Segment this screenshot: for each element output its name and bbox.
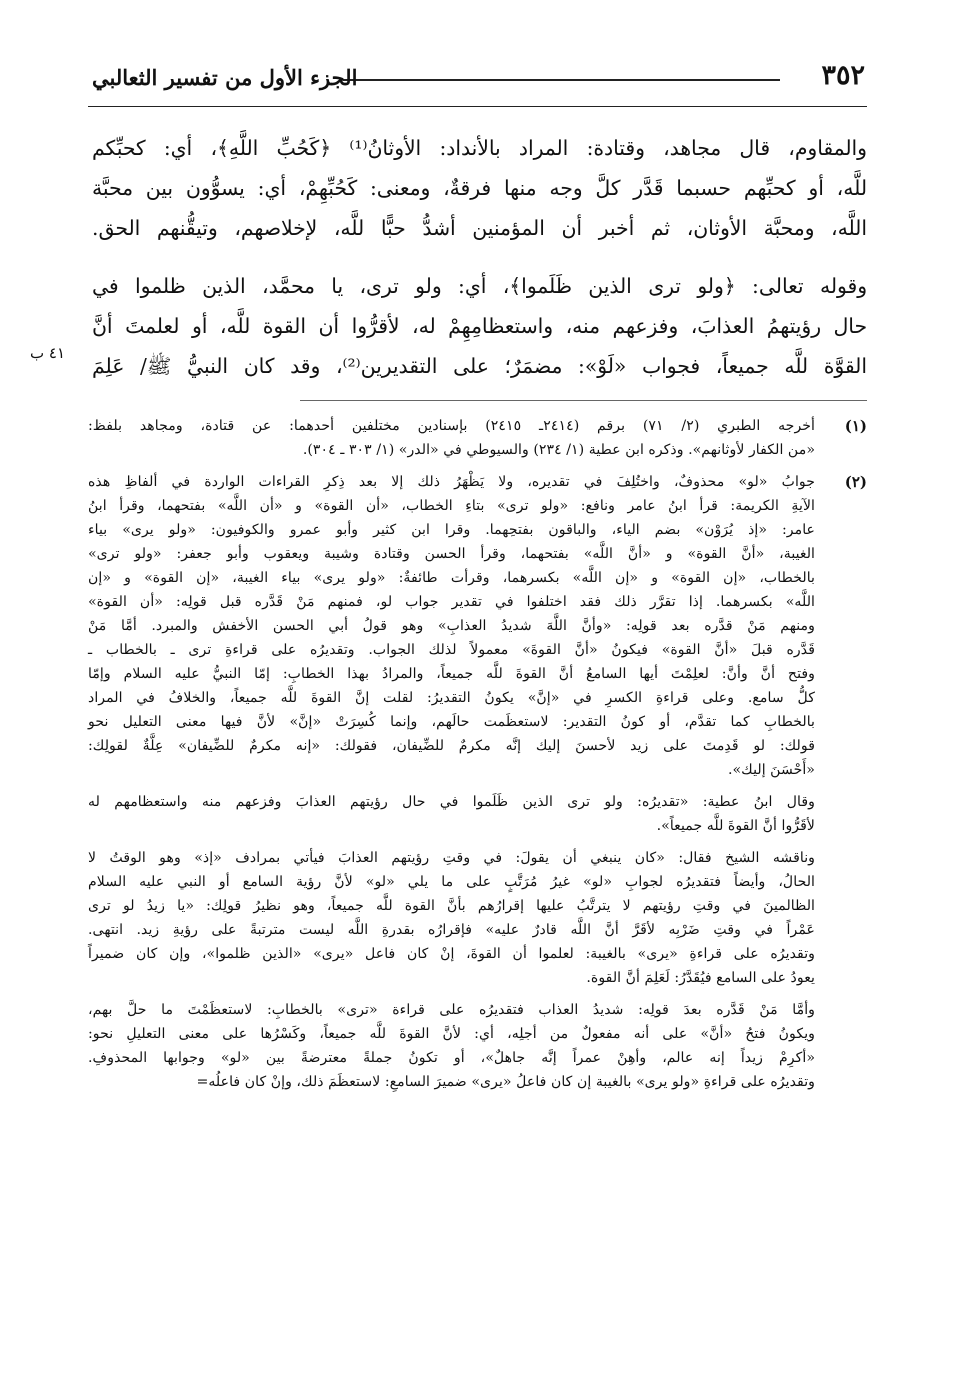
footnote-1 xyxy=(88,414,867,462)
footnote-separator xyxy=(300,400,867,401)
header-rule xyxy=(343,79,780,81)
footnote-line: الحالُ، وأيضاً فتقديرُه لجوابِ «لو» غيرُ مُرَتَّبٍ على ما يلي «لو» لأنَّ رؤية السامع أو النبي عليه السلام xyxy=(88,874,815,890)
footnote-line: الآيةِ الكريمة: قرأ ابنُ عامر ونافع: «ولو ترى» بتاءِ الخطاب، «أن القوة» و «أن اللَّه» بفتحهما، وقرأ ابنُ xyxy=(88,498,815,514)
footnote-2 xyxy=(88,470,867,1094)
footnote-line: ومنهم مَنْ قدَّره بعد قولِه: «وأنَّ اللَّهَ شديدُ العذابِ» وهو قولُ أبي الحسن الأخفش والمبرد. أمَّا مَنْ xyxy=(88,618,815,634)
text-line: اللَّه، ومحبَّة الأوثان، ثم أخبر أن المؤمنين أشدُّ حبًّا للَّه، لإخلاصهم، وتيقُّنهم الحق. xyxy=(92,216,867,240)
text-line: وقوله تعالى: ﴿ولو ترى الذين ظَلَموا﴾، أي: ولو ترى، يا محمَّد، الذين ظلموا في xyxy=(92,274,867,298)
text-line: حال رؤيتهمُ العذابَ، وفزعهم منه، واستعظامِهِمْ له، لأقرُّوا أن القوة للَّه، أو لعلمتَ أنَّ xyxy=(92,314,867,338)
footnote-line: عامر: «إذ يُرَوْن» بضم الياء، والباقون بفتحِهما. وقرا ابن كثير وأبو عمرو والكوفيون: «ولو يرى» بياء xyxy=(88,522,815,538)
footnote-line: «أَحْسَنَ إليك». xyxy=(727,762,815,778)
footnote-line: اللَّه» بكسرهما. إذا تقرَّر ذلك فقد اختلفوا في تقدير جواب لو، فمنهم مَنْ قَدَّره قبل قولِه: «أن القوة» xyxy=(88,594,815,610)
main-paragraph-1 xyxy=(92,128,867,248)
footnote-number: (٢) xyxy=(844,473,867,491)
footnote-line: وفتح أنَّ وأنَّ: لعلِمْتَ أيها السامعُ أنَّ القوةَ للَّه جميعاً، والمرادُ بهذا الخطابِ: إمّا النبيُّ عليه السلام وإمّا xyxy=(88,666,815,682)
footnote-line: ويكونُ فتحُ «أنَّ» على أنه مفعولٌ من أجلِه، أي: لأنَّ القوةَ للَّه جميعاً، وكَسْرُها على معنى التعليلِ نحو: xyxy=(88,1026,815,1042)
footnote-line: أخرجه الطبري (٢/ ٧١) برقم (٢٤١٤ـ ٢٤١٥) بإسنادين مختلفين أحدهما: عن قتادة، ومجاهد بلفظ: xyxy=(88,418,815,434)
footnote-paragraph-end xyxy=(88,438,815,462)
footnote-line: بالخطاب، «إن القوة» و «إن اللَّه» بكسرهما، وقرأت طائفةٌ: «ولو يرى» بياء الغيبة، «إن القوة» و «إن xyxy=(88,570,815,586)
footnote-line: وأمَّا مَنْ قَدَّره بعدَ قولِه: شديدُ العذاب فتقديرُه على قراءة «ترى» بالخطابِ: لاستعظَمْتَ ما حلَّ بهم، xyxy=(88,1002,815,1018)
footnote-line: «من الكفار لأوثانهم». وذكره ابن عطية (١/ ٢٣٤) والسيوطي في «الدر» (١/ ٣٠٣ ـ ٣٠٤). xyxy=(302,442,815,458)
footnote-2-body xyxy=(88,470,815,1094)
footnote-line: قولك: لو قَدِمتَ على زيد لأحسنَ إليك إنَّه مكرمٌ للضِّيفان، فقولك: «إنه مكرمٌ للضِّيفان» عِلَّةٌ لقولِك: xyxy=(88,738,815,754)
footnote-line: الظالمينَ في وقتِ رؤيتهم لا يترتَّبُ عليها إقرارُهم بأنَّ القوة للَّه جميعاً، وهو نظيرُ قولِك: «يا زيدُ لو ترى xyxy=(88,898,815,914)
page-number: ٣٥٢ xyxy=(821,60,865,91)
footnote-line: الغيبة، «أنَّ القوة» و «أنَّ اللَّه» بفتحهما، وقرأ الحسن وقتادة وشيبة ويعقوب وأبو جعفر: «ولو ترى» xyxy=(88,546,815,562)
manuscript-folio-marker: ٤١ ب xyxy=(30,344,66,362)
footnote-line: قَدَّره قبلَ «أنَّ القوة» فيكونُ «أنَّ القوةَ» معمولاً لذلك الجواب. وتقديرُه على قراءةِ ترى ـ بالخطاب ـ xyxy=(88,642,815,658)
text-line: والمقاوم، قال مجاهد، وقتادة: المراد بالأنداد: الأوثانُ⁽¹⁾ ﴿كَحُبِّ اللَّهِ﴾، أي: كحبِّكم xyxy=(92,136,867,160)
footnote-paragraph xyxy=(88,414,815,438)
header-bottom-rule xyxy=(88,106,867,107)
footnote-line: وناقشه الشيخ فقال: «كان ينبغي أن يقولَ: في وقتِ رؤيتهم العذابَ فيأتي بمرادف «إذ» وهو الوقتُ لا xyxy=(88,850,815,866)
text-line: للَّه، أو كحبِّهم حسبما قَدَّر كلَّ وجه منها فرقةٌ، ومعنى: كَحُبِّهِمْ، أي: يسوُّون بين محبَّة xyxy=(92,176,867,200)
footnote-line: وقال ابنُ عطية: «تقديرُه: ولو ترى الذين ظَلَموا في حال رؤيتهم العذابَ وفزعهم منه واستعظامهم له xyxy=(88,794,815,810)
footnote-line: يعودُ على السامع فيُقَدَّرُ: لَعَلِمَ أنَّ القوة. xyxy=(586,970,815,986)
footnote-line: «أكرِمْ زيداً إنه عالم، وأهِنْ عمراً إنَّه جاهلٌ»، أو تكونُ جملةً معترضةً بين «لو» وجوابها المحذوفِ. xyxy=(88,1050,815,1066)
footnote-line: جوابُ «لو» محذوفٌ، واختُلِفَ في تقديره، ولا يَظْهَرُ ذلك إلا بعد ذِكرِ القراءات الواردة في ألفاظِ هذه xyxy=(88,474,815,490)
main-paragraph-2 xyxy=(92,266,867,386)
footnote-line: بالخطابِ كما تقدَّم، أو كونُ التقدير: لاستعظَمت حالَهم، وإنما كُسِرَتْ «إنَّ» لأنَّ فيها معنى التعليل نحو xyxy=(88,714,815,730)
footnotes xyxy=(88,414,867,1102)
footnote-line: كلُّ سامع. وعلى قراءةِ الكسرِ في «إنَّ» يكونُ التقديرُ: لقلت إنَّ القوةَ للَّه جميعاً، والخلافُ في المراد xyxy=(88,690,815,706)
footnote-line: عَمْراً في وقتِ ضَرْبِه لأقَرَّ أنَّ اللَّه قادرٌ عليه» فإقرارُه بقدرةِ اللَّه ليست مترتبةً على رؤيةِ زيد. انتهى. xyxy=(88,922,815,938)
footnote-number: (١) xyxy=(844,417,867,435)
footnote-line: وتقديرُه على قراءةِ «يرى» بالغيبة: لعلموا أن القوةَ، إنْ كان فاعل «يرى» «الذين ظلموا»، وإن كان ضميراً xyxy=(88,946,815,962)
text-line: القوَّة للَّه جميعاً، فجواب «لَوْ»: مضمَرٌ؛ على التقديرين⁽²⁾، وقد كان النبيُّ ﷺ/ عَلِمَ xyxy=(92,354,867,378)
footnote-line: وتقديرُه على قراءةِ «ولو يرى» بالغيبة إن كان فاعلُ «يرى» ضميرَ السامعِ: لاستعظَمَ ذلك، وإنْ كان فاعلُه= xyxy=(196,1074,815,1090)
running-title: الجزء الأول من تفسير الثعالبي xyxy=(92,65,358,90)
footnote-line: لأقَرُّوا أنَّ القوةَ للَّه جميعاً». xyxy=(656,818,815,834)
